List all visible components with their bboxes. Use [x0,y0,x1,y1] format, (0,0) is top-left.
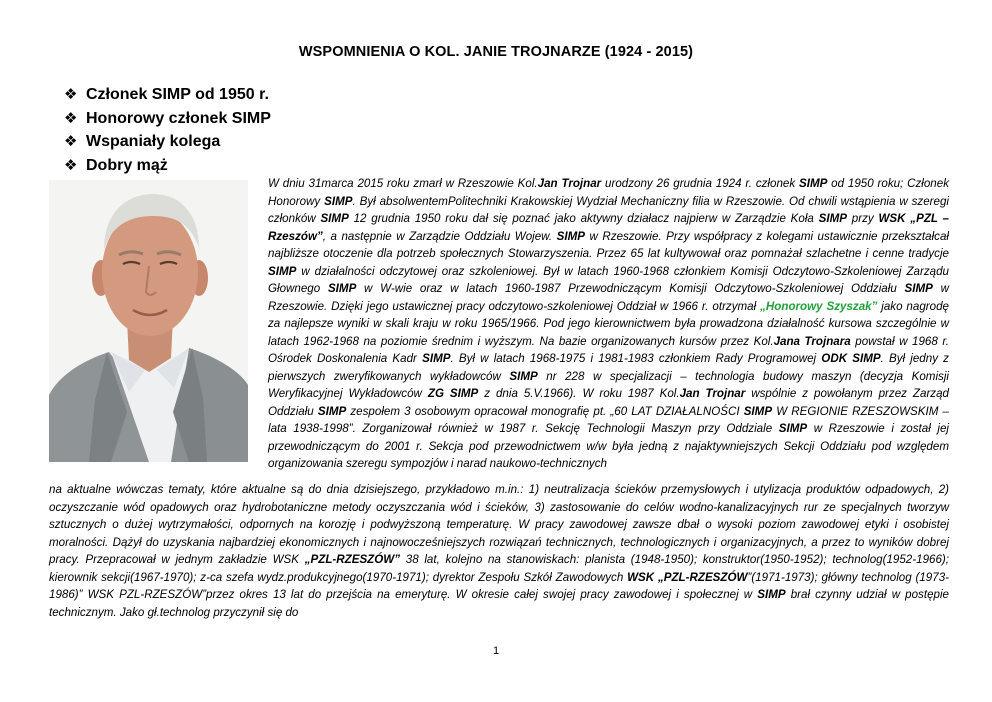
portrait-photo [49,180,248,462]
bullet-item: ❖ Członek SIMP od 1950 r. [64,83,271,107]
bullet-list [64,83,271,177]
biography-paragraph-bottom: na aktualne wówczas tematy, które aktualne są do dnia dzisiejszego, przykładowo m.in.: 1) neutralizacja ścieków przemysłowych i utylizacja produktów odpadowych, 2) oczyszczanie wód opadowych oraz hydrobotaniczne metody oczyszczania wód i ścieków, 3) zastosowanie do celów wodno-kanalizacyjnych rur ze specjalnych tworzyw sztucznych o dużej wytrzymałości, odpornych na korozję i podwyższoną temperaturę. W pracy zawodowej zawsze dbał o wysoki poziom zawodowej etyki i osobistej moralności. Dążył do uzyskania najbardziej ekonomicznych i najnowocześniejszych rozwiązań technicznych, technologicznych i organizacyjnych, a przez to wyników dobrej pracy. Przepracował w jednym zakładzie WSK „PZL-RZESZÓW” 38 lat, kolejno na stanowiskach: planista (1948-1950); konstruktor(1950-1952); technolog(1952-1966); kierownik sekcji(1967-1970); z-ca szefa wydz.produkcyjnego(1970-1971); dyrektor Zespołu Szkół Zawodowych WSK „PZL-RZESZÓW”(1971-1973); główny technolog (1973-1986)” WSK PZL-RZESZÓW”przez okres 13 lat do przejścia na emeryturę. W okresie całej swojej pracy zawodowej i społecznej w SIMP brał czynny udział w postępie technicznym. Jako gł.technolog przyczynił się do [49,483,950,619]
bullet-item: ❖ Honorowy członek SIMP [64,107,271,131]
diamond-bullet-icon: ❖ [64,133,78,150]
biography-paragraph-top: W dniu 31marca 2015 roku zmarł w Rzeszowie Kol.Jan Trojnar urodzony 26 grudnia 1924 r. członek SIMP od 1950 roku; Członek Honorowy SIMP. Był absolwentemPolitechniki Krakowskiej Wydział Mechaniczny filia w Rzeszowie. Od chwili wstąpienia w szeregi członków SIMP 12 grudnia 1950 roku dał się poznać jako aktywny działacz najpierw w Zarządzie Koła SIMP przy WSK „PZL –Rzeszów”, a następnie w Zarządzie Oddziału Wojew. SIMP w Rzeszowie. Przy współpracy z kolegami ustawicznie przekształcał najbliższe otoczenie dla potrzeb społecznych Stowarzyszenia. Przez 65 lat kultywował oraz pomnażał szlachetne i cenne tradycje SIMP w działalności odczytowej oraz szkoleniowej. Był w latach 1960-1968 członkiem Komisji Odczytowo-Szkoleniowej Zarządu Głownego SIMP w W-wie oraz w latach 1960-1987 Przewodniczącym Komisji Odczytowo-Szkoleniowej Oddziału SIMP w Rzeszowie. Dzięki jego ustawicznej pracy odczytowo-szkoleniowej Oddział w 1966 r. otrzymał „Honorowy Szyszak” jako nagrodę za najlepsze wyniki w skali kraju w roku 1965/1966. Pod jego kierownictwem była prowadzona działalność kursowa szczególnie w latach 1962-1968 na poziomie średnim i wyższym. Na bazie organizowanych kursów przez Kol.Jana Trojnara powstał w 1968 r. Ośrodek Doskonalenia Kadr SIMP. Był w latach 1968-1975 i 1981-1983 członkiem Rady Programowej ODK SIMP. Był jedny z pierwszych zweryfikowanych wykładowców SIMP nr 228 w specjalizacji – technologia budowy maszyn (decyzja Komisji Weryfikacyjnej Wykładowców ZG SIMP z dnia 5.V.1966). W roku 1987 Kol.Jan Trojnar wspólnie z powołanym przez Zarząd Oddziału SIMP zespołem 3 osobowym opracował monografię pt. „60 LAT DZIAŁALNOŚCI SIMP W REGIONIE RZESZOWSKIM – lata 1938-1998”. Zorganizował również w 1987 r. Sekcję Technologii Maszyn przy Oddziale SIMP w Rzeszowie i został jej przewodniczącym do 2001 r. Sekcja pod przewodnictwem w/w była jedną z najaktywniejszych Sekcji Oddziału pod względem organizowania szeregu sympozjów i narad naukowo-technicznych [268,177,950,470]
bullet-item: ❖ Wspaniały kolega [64,130,271,154]
page-number: 1 [492,645,500,657]
diamond-bullet-icon: ❖ [64,156,78,174]
diamond-bullet-icon: ❖ [64,86,78,103]
diamond-bullet-icon: ❖ [64,109,78,127]
bullet-item: ❖ Dobry mąż [64,154,271,178]
honorary-award-name: „Honorowy Szyszak” [760,299,878,313]
page-title: WSPOMNIENIA O KOL. JANIE TROJNARZE (1924 - 2015) [298,44,694,60]
